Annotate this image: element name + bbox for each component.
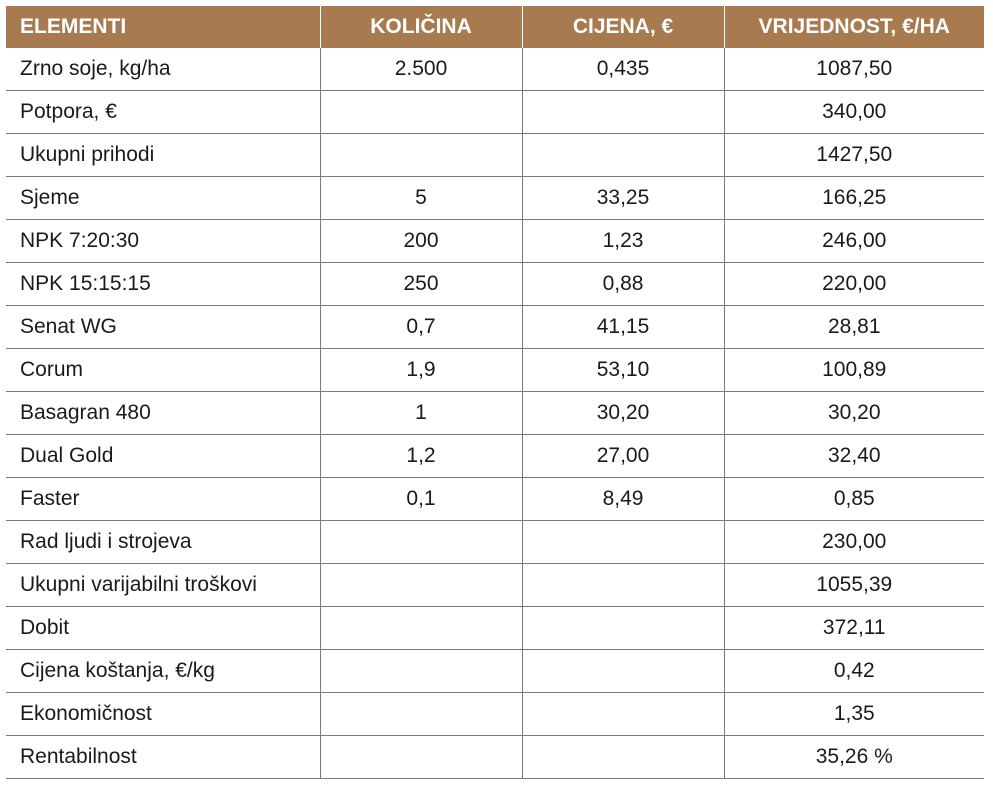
header-vrijednost: VRIJEDNOST, €/HA	[724, 6, 984, 48]
cell-element: Dual Gold	[6, 435, 320, 478]
cell-kolicina	[320, 607, 522, 650]
cell-element: Dobit	[6, 607, 320, 650]
cell-kolicina: 1,9	[320, 349, 522, 392]
cell-kolicina: 1,2	[320, 435, 522, 478]
cell-element: Faster	[6, 478, 320, 521]
cell-kolicina	[320, 693, 522, 736]
cell-cijena: 8,49	[522, 478, 724, 521]
cell-cijena: 41,15	[522, 306, 724, 349]
cell-vrijednost: 220,00	[724, 263, 984, 306]
header-kolicina: KOLIČINA	[320, 6, 522, 48]
cell-cijena	[522, 650, 724, 693]
cell-cijena: 33,25	[522, 177, 724, 220]
cell-vrijednost: 100,89	[724, 349, 984, 392]
cell-kolicina: 0,1	[320, 478, 522, 521]
cell-vrijednost: 1055,39	[724, 564, 984, 607]
table-row	[6, 91, 984, 134]
cell-cijena	[522, 693, 724, 736]
cell-cijena	[522, 736, 724, 779]
cell-element: Potpora, €	[6, 91, 320, 134]
cell-cijena	[522, 134, 724, 177]
cell-cijena	[522, 564, 724, 607]
cell-cijena	[522, 91, 724, 134]
cell-vrijednost: 0,42	[724, 650, 984, 693]
table-row	[6, 134, 984, 177]
cell-vrijednost: 30,20	[724, 392, 984, 435]
table-header	[6, 6, 984, 48]
table-row	[6, 736, 984, 779]
table-row	[6, 177, 984, 220]
table-row	[6, 263, 984, 306]
table-row	[6, 220, 984, 263]
table-row	[6, 349, 984, 392]
cell-element: Sjeme	[6, 177, 320, 220]
cell-kolicina	[320, 564, 522, 607]
table-row	[6, 693, 984, 736]
cell-vrijednost: 1,35	[724, 693, 984, 736]
cell-kolicina	[320, 736, 522, 779]
cell-kolicina: 0,7	[320, 306, 522, 349]
cost-table	[6, 6, 984, 779]
cell-cijena	[522, 607, 724, 650]
header-elementi: ELEMENTI	[6, 6, 320, 48]
cell-element: Rad ljudi i strojeva	[6, 521, 320, 564]
cell-kolicina: 5	[320, 177, 522, 220]
cell-cijena: 1,23	[522, 220, 724, 263]
cell-vrijednost: 246,00	[724, 220, 984, 263]
cell-vrijednost: 1087,50	[724, 48, 984, 91]
table-row	[6, 564, 984, 607]
cell-vrijednost: 230,00	[724, 521, 984, 564]
cell-kolicina: 2.500	[320, 48, 522, 91]
cell-cijena: 0,435	[522, 48, 724, 91]
cell-element: NPK 15:15:15	[6, 263, 320, 306]
cell-element: NPK 7:20:30	[6, 220, 320, 263]
cell-vrijednost: 28,81	[724, 306, 984, 349]
cell-vrijednost: 0,85	[724, 478, 984, 521]
header-row	[6, 6, 984, 48]
cell-kolicina	[320, 650, 522, 693]
cell-element: Ukupni varijabilni troškovi	[6, 564, 320, 607]
cell-element: Rentabilnost	[6, 736, 320, 779]
cell-element: Cijena koštanja, €/kg	[6, 650, 320, 693]
table-row	[6, 478, 984, 521]
cell-element: Ekonomičnost	[6, 693, 320, 736]
cell-cijena: 30,20	[522, 392, 724, 435]
cell-vrijednost: 32,40	[724, 435, 984, 478]
cell-vrijednost: 1427,50	[724, 134, 984, 177]
cell-kolicina	[320, 91, 522, 134]
cell-kolicina: 200	[320, 220, 522, 263]
cell-element: Ukupni prihodi	[6, 134, 320, 177]
cell-vrijednost: 372,11	[724, 607, 984, 650]
table-container	[6, 6, 984, 779]
cell-element: Senat WG	[6, 306, 320, 349]
cell-cijena: 27,00	[522, 435, 724, 478]
table-row	[6, 435, 984, 478]
table-body	[6, 48, 984, 779]
table-row	[6, 306, 984, 349]
table-row	[6, 392, 984, 435]
cell-kolicina: 1	[320, 392, 522, 435]
cell-kolicina	[320, 521, 522, 564]
cell-vrijednost: 166,25	[724, 177, 984, 220]
cell-element: Basagran 480	[6, 392, 320, 435]
table-row	[6, 48, 984, 91]
cell-element: Corum	[6, 349, 320, 392]
cell-vrijednost: 35,26 %	[724, 736, 984, 779]
header-cijena: CIJENA, €	[522, 6, 724, 48]
cell-kolicina: 250	[320, 263, 522, 306]
cell-vrijednost: 340,00	[724, 91, 984, 134]
cell-cijena: 53,10	[522, 349, 724, 392]
cell-cijena: 0,88	[522, 263, 724, 306]
cell-cijena	[522, 521, 724, 564]
table-row	[6, 650, 984, 693]
cell-element: Zrno soje, kg/ha	[6, 48, 320, 91]
table-row	[6, 607, 984, 650]
cell-kolicina	[320, 134, 522, 177]
table-row	[6, 521, 984, 564]
